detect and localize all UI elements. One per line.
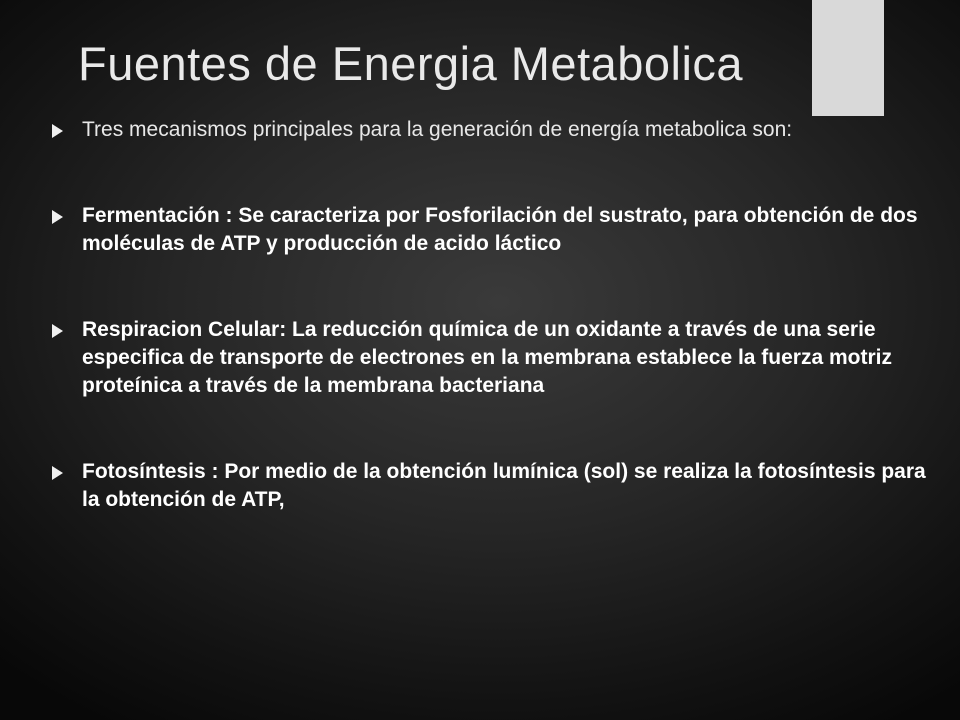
arrow-bullet-icon <box>52 210 63 224</box>
bullet-text: Fotosíntesis : Por medio de la obtención lumínica (sol) se realiza la fotosíntesis para la obtención de ATP, <box>82 460 926 511</box>
slide-title: Fuentes de Energia Metabolica <box>78 37 744 90</box>
title-accent-bar <box>812 0 884 116</box>
arrow-bullet-icon <box>52 324 63 338</box>
bullet-item-fermentacion <box>48 202 928 258</box>
bullet-text: Respiracion Celular: La reducción química de un oxidante a través de una serie especifica de transporte de electrones en la membrana establece la fuerza motriz proteínica a través de la membrana bacteriana <box>82 318 892 397</box>
bullet-text: Tres mecanismos principales para la generación de energía metabolica son: <box>82 118 793 141</box>
bullet-item-intro <box>48 116 928 144</box>
arrow-bullet-icon <box>52 124 63 138</box>
bullet-list <box>48 116 928 514</box>
bullet-item-respiracion <box>48 316 928 400</box>
bullet-item-fotosintesis <box>48 458 928 514</box>
bullet-text: Fermentación : Se caracteriza por Fosforilación del sustrato, para obtención de dos moléculas de ATP y producción de acido láctico <box>82 204 918 255</box>
arrow-bullet-icon <box>52 466 63 480</box>
